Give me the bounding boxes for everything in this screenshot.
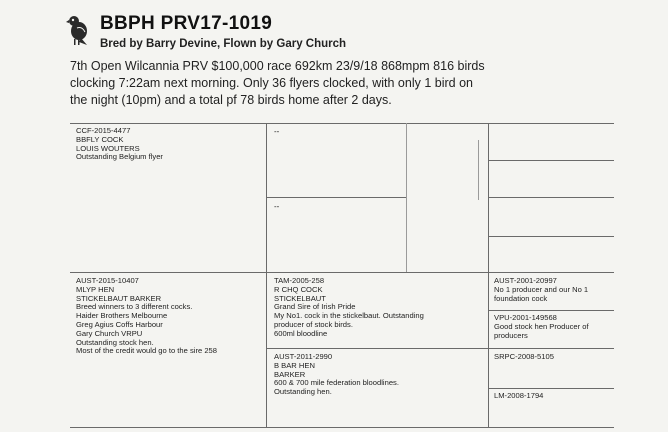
dam-sire-card bbox=[274, 277, 424, 339]
dam-sire-note-3: producer of stock birds. bbox=[274, 319, 353, 329]
sire-note: Outstanding Belgium flyer bbox=[76, 152, 163, 162]
ggp-divider-1 bbox=[488, 310, 614, 311]
ggp-divider-3 bbox=[488, 388, 614, 389]
dam-dam-line: BARKER bbox=[274, 369, 306, 379]
dam-note-2: Haider Brothers Melbourne bbox=[76, 311, 168, 321]
dam-line: STICKELBAUT BARKER bbox=[76, 293, 162, 303]
sire-parents-right-edge bbox=[406, 123, 407, 272]
ggp-1-card bbox=[494, 277, 588, 303]
sire-parents-divider bbox=[266, 197, 406, 198]
grid-middle-line bbox=[70, 272, 614, 273]
sire-sire-card bbox=[274, 128, 279, 137]
dam-sire-note-4: 600ml bloodline bbox=[274, 328, 328, 338]
sire-card bbox=[76, 127, 163, 162]
sire-sire-ring: -- bbox=[274, 127, 280, 136]
page-title: BBPH PRV17-1019 bbox=[100, 13, 273, 34]
dam-note-1: Breed winners to 3 different cocks. bbox=[76, 302, 193, 312]
ggp-top-divider-2 bbox=[488, 197, 614, 198]
sire-ring: CCF-2015-4477 bbox=[76, 126, 131, 135]
dam-note-5: Outstanding stock hen. bbox=[76, 337, 154, 347]
dam-sire-ring: TAM-2005-258 bbox=[274, 276, 325, 285]
grid-col-divider-2 bbox=[488, 123, 489, 427]
dam-sire-note-1: Grand Sire of Irish Pride bbox=[274, 302, 356, 312]
ggp-2-ring: VPU-2001-149568 bbox=[494, 313, 557, 322]
ggp-top-divider-3 bbox=[488, 236, 614, 237]
sire-dam-ring: -- bbox=[274, 202, 280, 211]
dam-dam-ring: AUST-2011-2990 bbox=[274, 352, 333, 361]
grid-bottom-line bbox=[70, 427, 614, 428]
ggp-3-card bbox=[494, 353, 554, 362]
dam-dam-name: B BAR HEN bbox=[274, 360, 315, 370]
dam-parents-divider bbox=[266, 348, 488, 349]
dam-sire-note-2: My No1. cock in the stickelbaut. Outstanding bbox=[274, 311, 424, 321]
dam-ring: AUST-2015-10407 bbox=[76, 276, 139, 285]
dam-card bbox=[76, 277, 217, 356]
ggp-4-ring: LM-2008-1794 bbox=[494, 391, 544, 400]
dam-note-3: Greg Agius Coffs Harbour bbox=[76, 319, 163, 329]
dam-name: MLYP HEN bbox=[76, 284, 115, 294]
ggp-top-divider-1 bbox=[488, 160, 614, 161]
pigeon-icon bbox=[65, 14, 89, 48]
sire-name: BBFLY COCK bbox=[76, 134, 124, 144]
ggp-2-note-1: Good stock hen Producer of bbox=[494, 321, 589, 331]
dam-dam-card bbox=[274, 353, 399, 397]
col3-tick bbox=[478, 140, 479, 200]
ggp-1-note-1: No 1 producer and our No 1 bbox=[494, 284, 589, 294]
dam-sire-line: STICKELBAUT bbox=[274, 293, 326, 303]
grid-top-line bbox=[70, 123, 614, 124]
ggp-4-card bbox=[494, 392, 543, 401]
ggp-3-ring: SRPC-2008-5105 bbox=[494, 352, 554, 361]
grid-col-divider-1 bbox=[266, 123, 267, 427]
ggp-divider-2 bbox=[488, 348, 614, 349]
breeder-subtitle: Bred by Barry Devine, Flown by Gary Church bbox=[100, 38, 347, 50]
sire-line: LOUIS WOUTERS bbox=[76, 143, 140, 153]
dam-sire-name: R CHQ COCK bbox=[274, 284, 323, 294]
race-description: 7th Open Wilcannia PRV $100,000 race 692km 23/9/18 868mpm 816 birds clocking 7:22am next morning. Only 36 flyers clocked, with only 1 bird on the night (10pm) and a total pf 78 birds home after 2 days. bbox=[70, 59, 485, 107]
ggp-2-note-2: producers bbox=[494, 330, 528, 340]
dam-note-6: Most of the credit would go to the sire 258 bbox=[76, 346, 217, 356]
dam-note-4: Gary Church VRPU bbox=[76, 328, 143, 338]
ggp-2-card bbox=[494, 314, 589, 340]
dam-dam-note-1: 600 & 700 mile federation bloodlines. bbox=[274, 378, 399, 388]
ggp-1-note-2: foundation cock bbox=[494, 293, 548, 303]
dam-dam-note-2: Outstanding hen. bbox=[274, 387, 332, 397]
sire-dam-card bbox=[274, 203, 279, 212]
ggp-1-ring: AUST-2001-20997 bbox=[494, 276, 557, 285]
